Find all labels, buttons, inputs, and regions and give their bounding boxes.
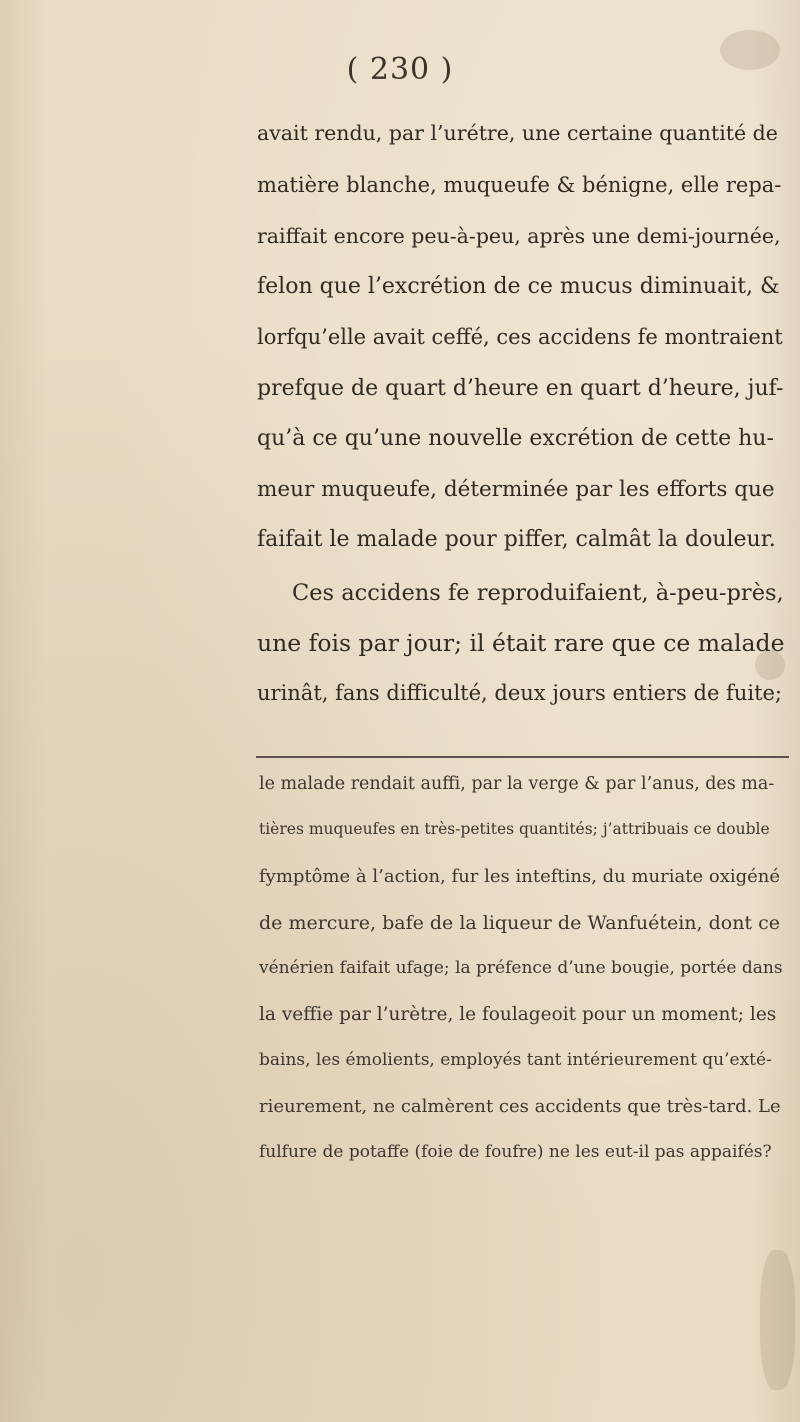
text-line: Ces accidens fe reproduifaient, à-peu-près, — [292, 580, 784, 606]
page-number: ( 230 ) — [346, 52, 454, 87]
footnote-line: bains, les émolients, employés tant intérieurement qu’exté- — [259, 1050, 772, 1070]
text-line: une fois par jour; il était rare que ce malade — [257, 629, 785, 657]
text-line: raiffait encore peu-à-peu, après une demi-journée, — [257, 224, 781, 248]
footnote-line: de mercure, bafe de la liqueur de Wanfuétein, dont ce — [259, 912, 780, 934]
text-line: urinât, fans difficulté, deux jours entiers de fuite; — [257, 681, 783, 705]
footnote-line: fulfure de potaffe (foie de foufre) ne les eut-il pas appaifés? — [259, 1142, 772, 1162]
text-line: faifait le malade pour piffer, calmât la douleur. — [257, 527, 776, 552]
footnote-line: la veffie par l’urètre, le foulageoit pour un moment; les — [259, 1004, 777, 1025]
footnote-line: tières muqueufes en très-petites quantités; j’attribuais ce double — [259, 820, 770, 838]
text-line: meur muqueufe, déterminée par les efforts que — [257, 477, 775, 502]
paper-stain — [760, 1250, 795, 1390]
text-line: lorfqu’elle avait ceffé, ces accidens fe montraient — [257, 325, 783, 349]
footnote-line: vénérien faifait ufage; la préfence d’une bougie, portée dans — [259, 958, 783, 978]
footnote-divider — [256, 756, 789, 758]
text-line: felon que l’excrétion de ce mucus diminuait, & — [257, 274, 780, 299]
text-line: qu’à ce qu’une nouvelle excrétion de cette hu- — [257, 426, 774, 451]
text-line: matière blanche, muqueufe & bénigne, elle repa- — [257, 173, 782, 197]
footnote-line: fymptôme à l’action, fur les inteftins, du muriate oxigéné — [259, 866, 781, 887]
text-line: avait rendu, par l’urétre, une certaine quantité de — [257, 121, 778, 145]
footnote-line: rieurement, ne calmèrent ces accidents que très-tard. Le — [259, 1096, 781, 1117]
text-line: prefque de quart d’heure en quart d’heure, juf- — [257, 376, 784, 401]
footnote-line: le malade rendait auffi, par la verge & par l’anus, des ma- — [259, 774, 775, 794]
